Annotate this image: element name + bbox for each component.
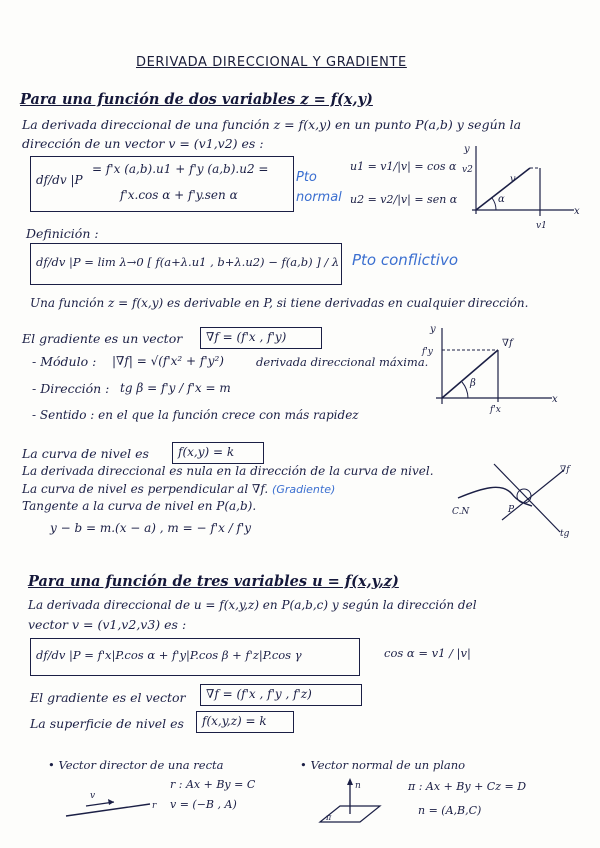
section1-intro-line1: La derivada direccional de una función z = f(x,y) en un punto P(a,b) y según la bbox=[22, 117, 522, 132]
note-pto-conflictivo: Pto conflictivo bbox=[352, 251, 459, 269]
modulo-description: derivada direccional máxima. bbox=[256, 355, 429, 369]
u2-equation: u2 = v2/|v| = sen α bbox=[350, 193, 458, 206]
section1-heading: Para una función de dos variables z = f(x,y) bbox=[20, 91, 373, 108]
modulo-formula: |∇f| = √(f'x² + f'y²) bbox=[112, 354, 224, 368]
superficie-intro: La superficie de nivel es bbox=[30, 716, 184, 731]
v1-label: v1 bbox=[536, 221, 547, 231]
line-vector-diagram bbox=[60, 786, 160, 826]
section1-intro-line2: dirección de un vector v = (v1,v2) es : bbox=[22, 136, 264, 151]
gradient-box-text: ∇f = (f'x , f'y) bbox=[206, 330, 287, 344]
v2-label: v2 bbox=[462, 165, 473, 175]
modulo-label: - Módulo : bbox=[32, 354, 97, 369]
axis-x-label: x bbox=[574, 206, 580, 217]
u1-equation: u1 = v1/|v| = cos α bbox=[350, 160, 457, 173]
plano-eq1: π : Ax + By + Cz = D bbox=[408, 780, 527, 793]
direccion-label: - Dirección : bbox=[32, 381, 110, 396]
plano-eq2: n = (A,B,C) bbox=[418, 804, 482, 817]
formula-line1: = f'x (a,b).u1 + f'y (a,b).u2 = bbox=[92, 162, 269, 176]
level-curve-diagram bbox=[452, 460, 582, 540]
section2-intro-line1: La derivada direccional de u = f(x,y,z) en P(a,b,c) y según la dirección del bbox=[28, 598, 477, 612]
curva-line2 bbox=[22, 482, 335, 496]
plane-n-label: n bbox=[355, 781, 361, 791]
plane-normal-diagram bbox=[310, 776, 390, 836]
tangente-equation: y − b = m.(x − a) , m = − f'x / f'y bbox=[50, 521, 252, 535]
curva-line2-text: La curva de nivel es perpendicular al ∇f. bbox=[22, 482, 269, 496]
formula-lhs: df/dv |P bbox=[36, 173, 83, 187]
axis-y-label: y bbox=[464, 144, 470, 155]
beta-label: β bbox=[470, 378, 476, 389]
curva-intro: La curva de nivel es bbox=[22, 446, 149, 461]
section2-intro-line2: vector v = (v1,v2,v3) es : bbox=[28, 617, 187, 632]
tangente-text: Tangente a la curva de nivel en P(a,b). bbox=[22, 499, 257, 513]
definition-label: Definición : bbox=[26, 226, 99, 241]
cn-label: C.N bbox=[452, 507, 470, 517]
curva-line1: La derivada direccional es nula en la dirección de la curva de nivel. bbox=[22, 464, 434, 478]
document-title: DERIVADA DIRECCIONAL Y GRADIENTE bbox=[136, 55, 407, 70]
note-pto-normal: Pto normal bbox=[296, 170, 342, 205]
curva-line2-gradiente: (Gradiente) bbox=[272, 483, 336, 496]
gradient-diagram bbox=[422, 322, 562, 415]
vector-angle-diagram bbox=[462, 142, 582, 232]
grad-axis-x: x bbox=[552, 394, 558, 405]
recta-eq2: v = (−B , A) bbox=[170, 798, 237, 811]
derivable-text: Una función z = f(x,y) es derivable en P, si tiene derivadas en cualquier dirección. bbox=[30, 296, 529, 310]
curva-box-text: f(x,y) = k bbox=[178, 445, 235, 459]
definition-formula: df/dv |P = lim λ→0 [ f(a+λ.u1 , b+λ.u2) − f(a,b) ] / λ bbox=[36, 255, 340, 269]
gradient3-intro: El gradiente es el vector bbox=[30, 690, 186, 705]
grad-vector-label: ∇f bbox=[502, 338, 513, 349]
grad-fx-label: f'x bbox=[490, 405, 501, 415]
gradient3-box-text: ∇f = (f'x , f'y , f'z) bbox=[206, 687, 312, 701]
plano-label: • Vector normal de un plano bbox=[300, 758, 466, 772]
superficie-box-text: f(x,y,z) = k bbox=[202, 714, 267, 728]
line-r-label: r bbox=[152, 801, 157, 811]
tg-label: tg bbox=[560, 529, 570, 539]
plane-pi-label: π bbox=[326, 813, 332, 822]
alpha-label: α bbox=[498, 194, 505, 205]
point-p-label: P bbox=[508, 505, 515, 515]
recta-label: • Vector director de una recta bbox=[48, 758, 224, 772]
grad-label-3: ∇f bbox=[560, 465, 570, 475]
section2-heading: Para una función de tres variables u = f(x,y,z) bbox=[28, 573, 399, 590]
line-v-label: v bbox=[90, 791, 96, 801]
three-var-formula: df/dv |P = f'x|P.cos α + f'y|P.cos β + f'z|P.cos γ bbox=[36, 648, 302, 662]
grad-axis-y: y bbox=[430, 324, 436, 335]
recta-eq1: r : Ax + By = C bbox=[170, 778, 256, 791]
sentido-text: - Sentido : en el que la función crece con más rapidez bbox=[32, 408, 359, 422]
direccion-formula: tg β = f'y / f'x = m bbox=[120, 381, 231, 395]
gradient-intro: El gradiente es un vector bbox=[22, 331, 183, 346]
grad-fy-label: f'y bbox=[422, 347, 433, 357]
cos-equation: cos α = v1 / |v| bbox=[384, 646, 471, 660]
vector-v-label: v bbox=[510, 174, 516, 185]
formula-line2: f'x.cos α + f'y.sen α bbox=[120, 188, 238, 202]
